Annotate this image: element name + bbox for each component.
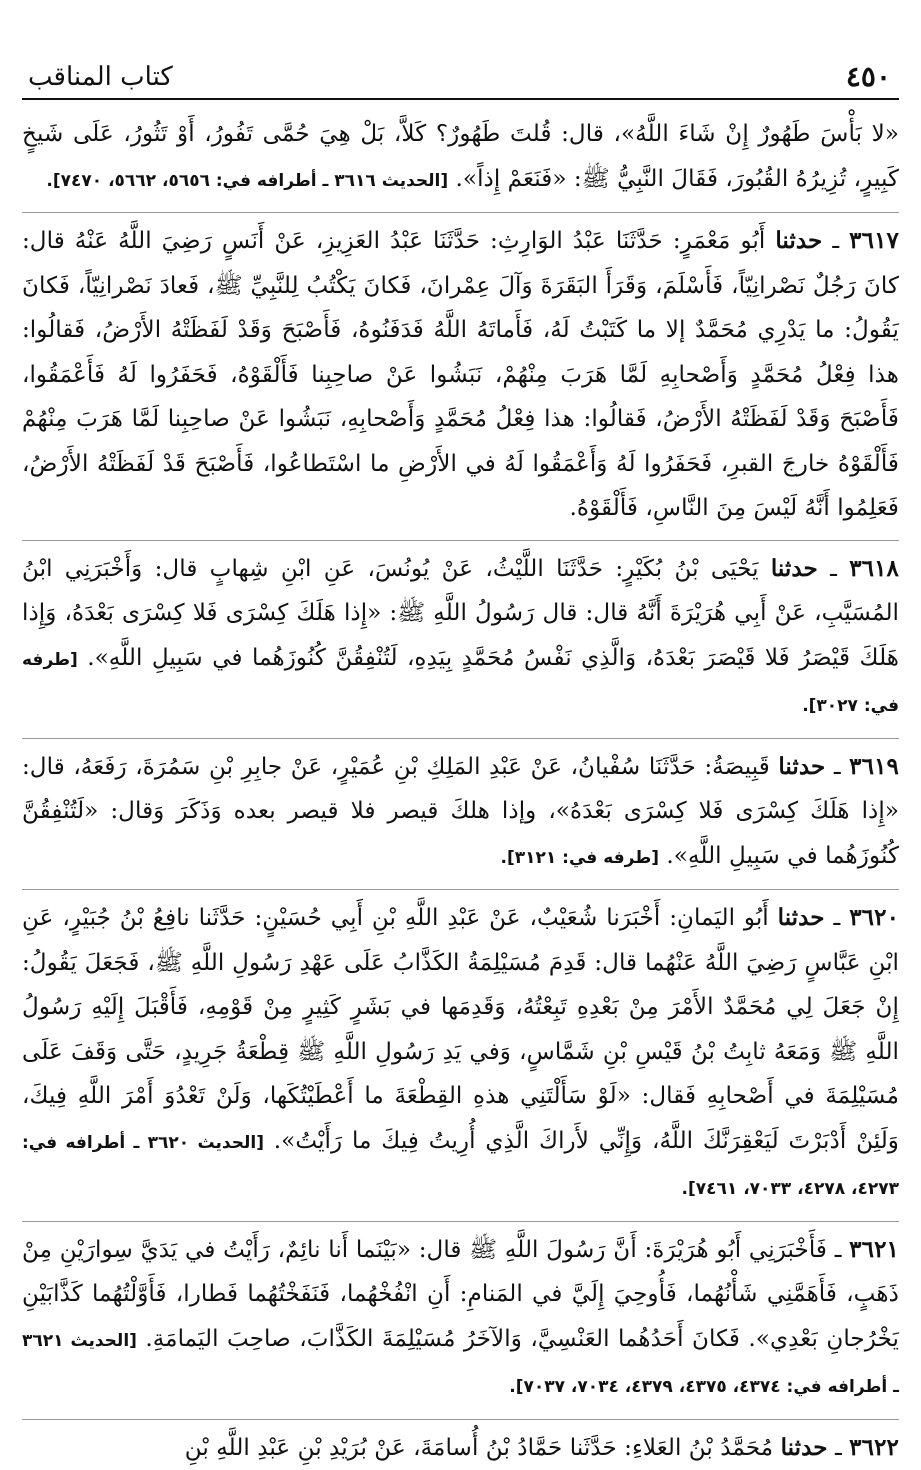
hadith-number: ٣٦١٨ — [849, 555, 899, 582]
hadith-3622 — [22, 1419, 899, 1470]
hadith-number: ٣٦٢٢ — [849, 1434, 899, 1461]
hadith-reference: [الحديث ٣٦١٦ ـ أطرافه في: ٥٦٥٦، ٥٦٦٢، ٧٤٧٠]. — [46, 171, 448, 191]
hadith-continuation — [22, 112, 899, 203]
hadith-reference: [طرفه في: ٣٠٢٧]. — [22, 650, 899, 717]
separator-dash: ـ — [835, 1434, 842, 1461]
hadith-narration-verb: حدثنا — [775, 227, 822, 254]
hadith-number: ٣٦١٧ — [849, 227, 899, 254]
separator-dash: ـ — [830, 555, 837, 582]
hadith-number: ٣٦٢١ — [849, 1236, 899, 1263]
running-header — [22, 58, 899, 100]
hadith-text: قَبِيصَةُ: حَدَّثَنَا سُفْيانُ، عَنْ عَبْدِ المَلِكِ بْنِ عُمَيْرٍ، عَنْ جابِرِ بْنِ سَمُرَةَ، رَفَعَهُ، قال: «إِذا هَلَكَ كِسْرَى فَلا كِسْرَى بَعْدَهُ»، وإذا هلكَ قيصر فلا قيصر بعده وَذَكَرَ وَقال: «لَتُنْفِقُنَّ كُنُوزَهُما في سَبِيلِ اللَّهِ». — [22, 753, 899, 869]
hadith-narration-verb: حدثنا — [771, 555, 818, 582]
book-title: كتاب المناقب — [28, 62, 173, 92]
hadith-3621 — [22, 1221, 899, 1410]
hadith-3617 — [22, 212, 899, 531]
hadith-reference: [الحديث ٣٦٢٠ ـ أطرافه في: ٤٢٧٣، ٤٢٧٨، ٧٠٣٣، ٧٤٦١]. — [22, 1133, 899, 1200]
hadith-text: أَبُو اليَمانِ: أَخْبَرَنا شُعَيْبٌ، عَنْ عَبْدِ اللَّهِ بْنِ أَبِي حُسَيْنٍ: حَدَّثَنا نافِعُ بْنُ جُبَيْرٍ، عَنِ ابْنِ عَبَّاسٍ رَضِيَ اللَّهُ عَنْهُما قال: قَدِمَ مُسَيْلِمَةُ الكَذَّابُ عَلَى عَهْدِ رَسُولِ اللَّهِ ﷺ، فَجَعَلَ يَقُولُ: إِنْ جَعَلَ لِي مُحَمَّدٌ الأَمْرَ مِنْ بَعْدِهِ تَبِعْتُهُ، وَقَدِمَها في بَشَرٍ كَثِيرٍ مِنْ قَوْمِهِ، فَأَقْبَلَ إِلَيْهِ رَسُولُ اللَّهِ ﷺ وَمَعَهُ ثابِتُ بْنُ قَيْسِ بْنِ شَمَّاسٍ، وَفي يَدِ رَسُولِ اللَّهِ ﷺ قِطْعَةُ جَرِيدٍ، حَتَّى وَقَفَ عَلَى مُسَيْلِمَةَ في أَصْحابِهِ فَقال: «لَوْ سَأَلْتَنِي هذهِ القِطْعَةَ ما أَعْطَيْتُكَها، وَلَنْ تَعْدُوَ أَمْرَ اللَّهِ فِيكَ، وَلَئِنْ أَدْبَرْتَ لَيَعْقِرَنَّكَ اللَّهُ، وَإِنِّي لأَراكَ الَّذِي أُرِيتُ فِيكَ ما رَأَيْتُ». — [22, 904, 899, 1154]
hadith-narration-verb: حدثنا — [778, 904, 825, 931]
page-number: ٤٥٠ — [846, 60, 891, 93]
hadith-reference: [الحديث ٣٦٢١ ـ أطرافه في: ٤٣٧٤، ٤٣٧٥، ٤٣٧٩، ٧٠٣٤، ٧٠٣٧]. — [22, 1331, 899, 1398]
hadith-3618 — [22, 540, 899, 729]
hadith-3619 — [22, 738, 899, 881]
hadith-text: فَأَخْبَرَنِي أَبُو هُرَيْرَةَ: أَنَّ رَسُولَ اللَّهِ ﷺ قال: «بَيْنَما أَنا نائِمٌ، رَأَيْتُ في يَدَيَّ سِوارَيْنِ مِنْ ذَهَبٍ، فَأَهَمَّنِي شَأْنُهُما، فَأُوحِيَ إِلَيَّ في المَنامِ: أَنِ انْفُخْهُما، فَنَفَخْتُهُما فَطارا، فَأَوَّلْتُهُما كَذَّابَيْنِ يَخْرُجانِ بَعْدِي». فَكانَ أَحَدُهُما العَنْسِيَّ، وَالآخَرُ مُسَيْلِمَةَ الكَذَّابَ، صاحِبَ اليَمامَةِ. — [22, 1236, 899, 1352]
hadith-text: أَبُو مَعْمَرٍ: حَدَّثَنَا عَبْدُ الوَارِثِ: حَدَّثَنَا عَبْدُ العَزِيزِ، عَنْ أَنَسٍ رَضِيَ اللَّهُ عَنْهُ قال: كانَ رَجُلٌ نَصْرانِيّاً، فَأَسْلَمَ، وَقَرَأَ البَقَرَةَ وَآلَ عِمْرانَ، فَكانَ يَكْتُبُ لِلنَّبِيِّ ﷺ، فَعادَ نَصْرانِيّاً، فَكانَ يَقُولُ: ما يَدْرِي مُحَمَّدٌ إلا ما كَتَبْتُ لَهُ، فَأَماتَهُ اللَّهُ فَدَفَنُوهُ، فَأَصْبَحَ وَقَدْ لَفَظَتْهُ الأَرْضُ، فَقالُوا: هذا فِعْلُ مُحَمَّدٍ وَأَصْحابِهِ لَمَّا هَرَبَ مِنْهُمْ، نَبَشُوا عَنْ صاحِبِنا فَأَلْقَوْهُ، فَحَفَرُوا لَهُ فَأَعْمَقُوا، فَأَصْبَحَ وَقَدْ لَفَظَتْهُ الأَرْضُ، فَقالُوا: هذا فِعْلُ مُحَمَّدٍ وَأَصْحابِهِ، نَبَشُوا عَنْ صاحِبِنا لَمَّا هَرَبَ مِنْهُمْ فَأَلْقَوْهُ خارجَ القبرِ، فَحَفَرُوا لَهُ وَأَعْمَقُوا لَهُ في الأَرْضِ ما اسْتَطاعُوا، فَأَصْبَحَ قَدْ لَفَظَتْهُ الأَرْضُ، فَعَلِمُوا أَنَّهُ لَيْسَ مِنَ النَّاسِ، فَأَلْقَوْهُ. — [22, 227, 899, 521]
hadith-3620 — [22, 889, 899, 1212]
hadith-number: ٣٦١٩ — [849, 753, 899, 780]
page-body — [22, 112, 899, 1470]
hadith-text: يَحْيَى بْنُ بُكَيْرٍ: حَدَّثَنَا اللَّيْثُ، عَنْ يُونُسَ، عَنِ ابْنِ شِهابٍ قال: وَأَخْبَرَنِي ابْنُ المُسَيَّبِ، عَنْ أَبِي هُرَيْرَةَ أَنَّهُ قال: قال رَسُولُ اللَّهِ ﷺ: «إِذا هَلَكَ كِسْرَى فَلا كِسْرَى بَعْدَهُ، وَإِذا هَلَكَ قَيْصَرُ فَلا قَيْصَرَ بَعْدَهُ، وَالَّذِي نَفْسُ مُحَمَّدٍ بِيَدِهِ، لَتُنْفِقُنَّ كُنُوزَهُما في سَبِيلِ اللَّهِ». — [22, 555, 899, 671]
hadith-narration-verb: حدثنا — [781, 1434, 828, 1461]
separator-dash: ـ — [835, 1236, 842, 1263]
hadith-number: ٣٦٢٠ — [849, 904, 899, 931]
separator-dash: ـ — [834, 753, 841, 780]
hadith-narration-verb: حدثنا — [778, 753, 825, 780]
hadith-text: «لا بَأْسَ طَهُورٌ إِنْ شَاءَ اللَّهُ»، قال: قُلتَ طَهُورٌ؟ كَلاَّ، بَلْ هِيَ حُمَّى تَفُورُ، أَوْ تَثُورُ، عَلَى شَيخٍ كَبِيرٍ، تُزِيرُهُ القُبُورَ، فَقَالَ النَّبِيُّ ﷺ: «فَنَعَمْ إِذاً». — [22, 120, 899, 192]
hadith-reference: [طرفه في: ٣١٢١]. — [501, 848, 660, 868]
separator-dash: ـ — [832, 227, 839, 254]
hadith-text: مُحَمَّدُ بْنُ العَلاءِ: حَدَّثَنا حَمَّادُ بْنُ أُسامَةَ، عَنْ بُرَيْدِ بْنِ عَبْدِ اللَّهِ بْنِ — [185, 1434, 773, 1461]
separator-dash: ـ — [834, 904, 841, 931]
